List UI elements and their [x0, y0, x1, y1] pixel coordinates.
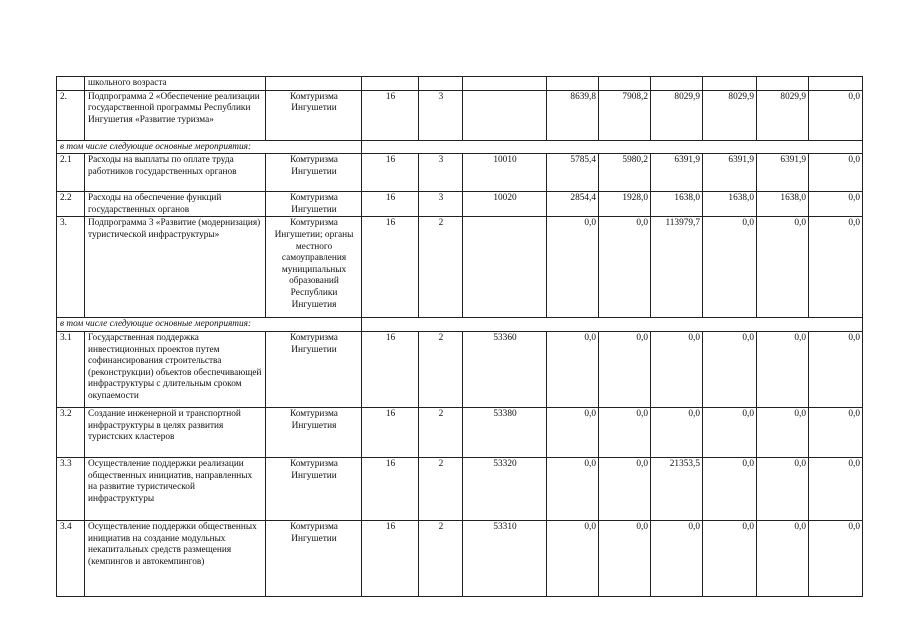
row-value-1: 0,0 — [547, 331, 599, 407]
table-row — [57, 331, 863, 407]
row-value-3: 0,0 — [651, 331, 703, 407]
row-name: Расходы на обеспечение функций государственных органов — [85, 192, 266, 217]
row-value-3: 8029,9 — [651, 90, 703, 140]
row-grbs: 16 — [362, 520, 419, 596]
row-executor: Комтуризма Ингушетии — [266, 520, 362, 596]
row-value-1: 0,0 — [547, 520, 599, 596]
row-grbs: 16 — [362, 331, 419, 407]
table-row — [57, 192, 863, 217]
row-grbs: 16 — [362, 457, 419, 520]
row-csr: 10020 — [463, 192, 547, 217]
row-value-4: 1638,0 — [703, 192, 757, 217]
row-value-4: 0,0 — [703, 520, 757, 596]
row-number: 2.1 — [57, 154, 85, 192]
row-rz: 3 — [419, 192, 463, 217]
section-filler — [362, 140, 863, 154]
row-value-6: 0,0 — [809, 192, 863, 217]
row-value-1 — [547, 77, 599, 91]
row-value-3: 21353,5 — [651, 457, 703, 520]
row-value-1: 5785,4 — [547, 154, 599, 192]
row-grbs: 16 — [362, 407, 419, 457]
row-value-4: 0,0 — [703, 457, 757, 520]
row-executor: Комтуризма Ингушетии — [266, 192, 362, 217]
row-number: 3.2 — [57, 407, 85, 457]
row-rz: 2 — [419, 407, 463, 457]
row-csr — [463, 217, 547, 318]
row-name: Осуществление поддержки общественных инициатив на создание модульных некапитальных средств размещения (кемпингов и автокемпингов) — [85, 520, 266, 596]
table-row — [57, 90, 863, 140]
row-csr: 10010 — [463, 154, 547, 192]
row-value-6 — [809, 77, 863, 91]
row-value-6: 0,0 — [809, 520, 863, 596]
row-value-6: 0,0 — [809, 217, 863, 318]
row-value-6: 0,0 — [809, 331, 863, 407]
row-name: Государственная поддержка инвестиционных проектов путем софинансирования строительства (реконструкции) объектов обеспечивающей инфраструктуры с длительным сроком окупаемости — [85, 331, 266, 407]
row-value-2: 1928,0 — [599, 192, 651, 217]
row-value-5: 0,0 — [757, 457, 809, 520]
row-value-3: 113979,7 — [651, 217, 703, 318]
row-value-1: 0,0 — [547, 407, 599, 457]
row-value-4: 0,0 — [703, 331, 757, 407]
row-grbs — [362, 77, 419, 91]
table-row — [57, 520, 863, 596]
row-value-2: 0,0 — [599, 520, 651, 596]
row-value-3: 0,0 — [651, 407, 703, 457]
row-value-5 — [757, 77, 809, 91]
row-value-6: 0,0 — [809, 90, 863, 140]
row-number: 3.1 — [57, 331, 85, 407]
section-row — [57, 140, 863, 154]
row-value-4: 0,0 — [703, 217, 757, 318]
row-csr: 53310 — [463, 520, 547, 596]
row-value-1: 0,0 — [547, 217, 599, 318]
row-rz: 2 — [419, 217, 463, 318]
table-row — [57, 407, 863, 457]
row-csr: 53360 — [463, 331, 547, 407]
row-number: 3.3 — [57, 457, 85, 520]
row-rz: 2 — [419, 457, 463, 520]
row-value-5: 0,0 — [757, 520, 809, 596]
row-value-6: 0,0 — [809, 154, 863, 192]
row-csr — [463, 90, 547, 140]
row-value-6: 0,0 — [809, 457, 863, 520]
row-number: 3. — [57, 217, 85, 318]
row-rz: 2 — [419, 331, 463, 407]
section-filler — [362, 318, 863, 332]
row-value-3 — [651, 77, 703, 91]
row-executor — [266, 77, 362, 91]
row-name: Осуществление поддержки реализации общественных инициатив, направленных на развитие туристической инфраструктуры — [85, 457, 266, 520]
row-value-5: 0,0 — [757, 217, 809, 318]
row-value-1: 0,0 — [547, 457, 599, 520]
row-value-2: 7908,2 — [599, 90, 651, 140]
row-csr — [463, 77, 547, 91]
row-name: Расходы на выплаты по оплате труда работников государственных органов — [85, 154, 266, 192]
table-row — [57, 217, 863, 318]
row-value-3: 1638,0 — [651, 192, 703, 217]
row-value-2: 5980,2 — [599, 154, 651, 192]
row-value-4: 6391,9 — [703, 154, 757, 192]
row-value-5: 1638,0 — [757, 192, 809, 217]
table-row — [57, 457, 863, 520]
budget-table — [56, 76, 863, 597]
row-name: Создание инженерной и транспортной инфраструктуры в целях развития туристских кластеров — [85, 407, 266, 457]
section-label: в том числе следующие основные мероприятия: — [57, 318, 362, 332]
row-rz — [419, 77, 463, 91]
row-value-3: 6391,9 — [651, 154, 703, 192]
row-rz: 3 — [419, 90, 463, 140]
row-number — [57, 77, 85, 91]
row-value-5: 8029,9 — [757, 90, 809, 140]
row-rz: 2 — [419, 520, 463, 596]
row-value-6: 0,0 — [809, 407, 863, 457]
row-value-4: 0,0 — [703, 407, 757, 457]
row-value-3: 0,0 — [651, 520, 703, 596]
row-value-1: 8639,8 — [547, 90, 599, 140]
row-value-5: 0,0 — [757, 331, 809, 407]
row-value-1: 2854,4 — [547, 192, 599, 217]
row-value-4 — [703, 77, 757, 91]
row-number: 2.2 — [57, 192, 85, 217]
row-executor: Комтуризма Ингушетии — [266, 154, 362, 192]
row-csr: 53320 — [463, 457, 547, 520]
row-value-2: 0,0 — [599, 331, 651, 407]
row-number: 2. — [57, 90, 85, 140]
row-csr: 53380 — [463, 407, 547, 457]
row-executor: Комтуризма Ингушетии — [266, 331, 362, 407]
row-name: Подпрограмма 3 «Развитие (модернизация) туристической инфраструктуры» — [85, 217, 266, 318]
row-executor: Комтуризма Ингушетии — [266, 90, 362, 140]
table-row — [57, 77, 863, 91]
row-grbs: 16 — [362, 217, 419, 318]
row-value-2: 0,0 — [599, 457, 651, 520]
row-value-5: 6391,9 — [757, 154, 809, 192]
table-row — [57, 154, 863, 192]
row-grbs: 16 — [362, 154, 419, 192]
row-executor: Комтуризма Ингушетии — [266, 457, 362, 520]
row-value-2: 0,0 — [599, 407, 651, 457]
row-executor: Комтуризма Ингушетии; органы местного самоуправления муниципальных образований Республики Ингушетия — [266, 217, 362, 318]
row-grbs: 16 — [362, 90, 419, 140]
row-name: школьного возраста — [85, 77, 266, 91]
row-rz: 3 — [419, 154, 463, 192]
section-label: в том числе следующие основные мероприятия: — [57, 140, 362, 154]
section-row — [57, 318, 863, 332]
row-value-5: 0,0 — [757, 407, 809, 457]
row-executor: Комтуризма Ингушетия — [266, 407, 362, 457]
row-value-4: 8029,9 — [703, 90, 757, 140]
row-value-2 — [599, 77, 651, 91]
row-number: 3.4 — [57, 520, 85, 596]
row-grbs: 16 — [362, 192, 419, 217]
row-name: Подпрограмма 2 «Обеспечение реализации государственной программы Республики Ингушетия «Развитие туризма» — [85, 90, 266, 140]
row-value-2: 0,0 — [599, 217, 651, 318]
